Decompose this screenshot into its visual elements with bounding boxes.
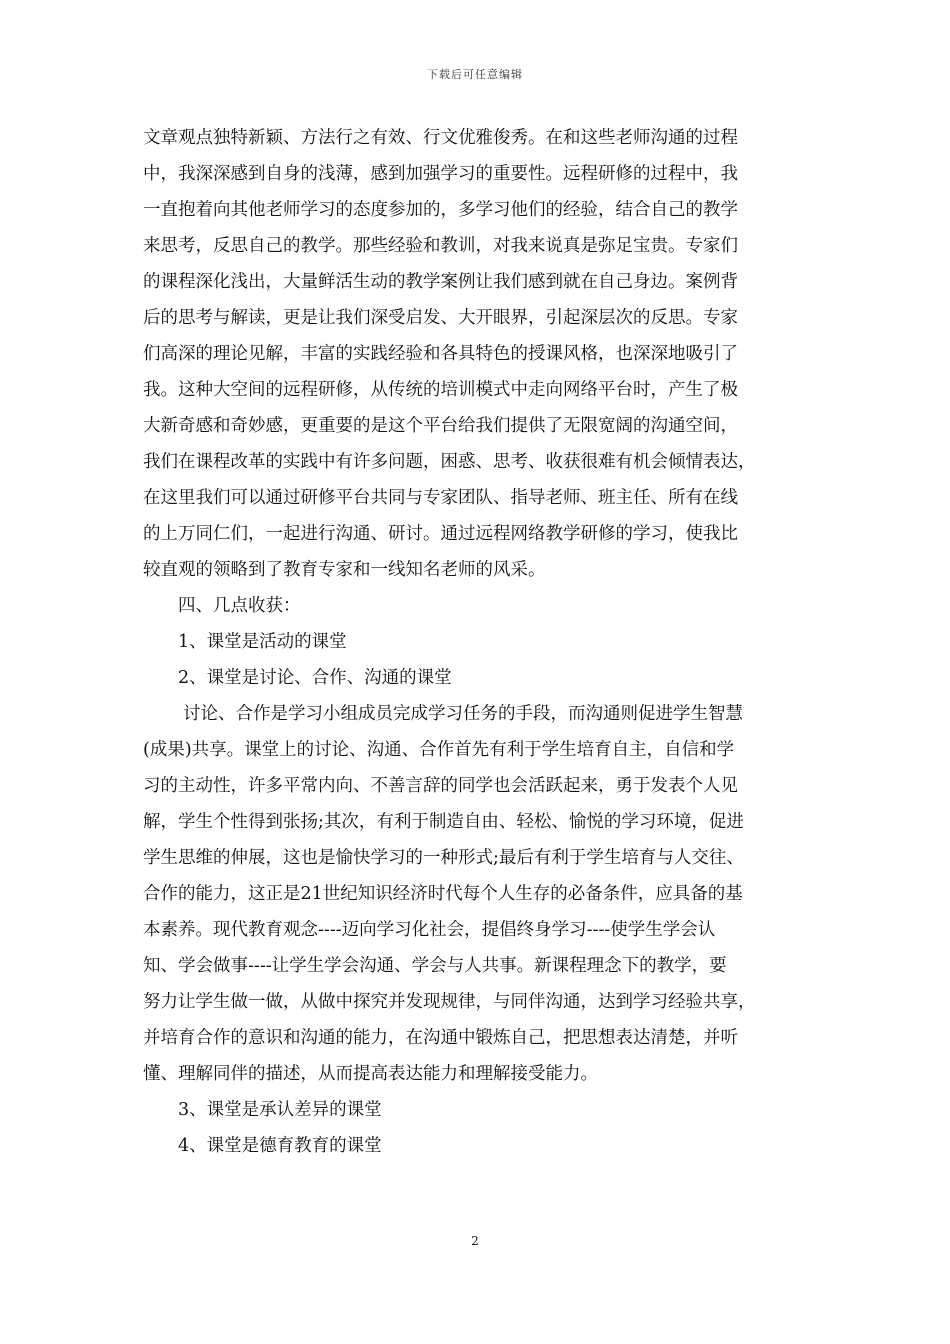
paragraph-line: 中，我深深感到自身的浅薄，感到加强学习的重要性。远程研修的过程中，我 [143, 164, 738, 184]
paragraph-line: 我。这种大空间的远程研修，从传统的培训模式中走向网络平台时，产生了极 [143, 380, 738, 400]
paragraph-line: 并培育合作的意识和沟通的能力，在沟通中锻炼自己，把思想表达清楚，并听 [143, 1028, 738, 1048]
list-item: 2、课堂是讨论、合作、沟通的课堂 [178, 668, 452, 688]
paragraph-line: 的上万同仁们，一起进行沟通、研讨。通过远程网络教学研修的学习，使我比 [143, 524, 738, 544]
paragraph-line: 合作的能力，这正是21世纪知识经济时代每个人生存的必备条件，应具备的基 [143, 884, 743, 904]
paragraph-line: 知、学会做事----让学生学会沟通、学会与人共事。新课程理念下的教学，要 [143, 956, 727, 976]
paragraph-line: 讨论、合作是学习小组成员完成学习任务的手段，而沟通则促进学生智慧 [183, 704, 743, 724]
header-note: 下载后可任意编辑 [427, 68, 523, 81]
paragraph-line: 本素养。现代教育观念----迈向学习化社会，提倡终身学习----使学生学会认 [143, 920, 716, 940]
paragraph-line: 习的主动性，许多平常内向、不善言辞的同学也会活跃起来，勇于发表个人见 [143, 776, 738, 796]
paragraph-line: 的课程深化浅出，大量鲜活生动的教学案例让我们感到就在自己身边。案例背 [143, 272, 738, 292]
paragraph-line: (成果)共享。课堂上的讨论、沟通、合作首先有利于学生培育自主，自信和学 [143, 740, 735, 760]
paragraph-line: 较直观的领略到了教育专家和一线知名老师的风采。 [143, 560, 546, 580]
paragraph-line: 在这里我们可以通过研修平台共同与专家团队、指导老师、班主任、所有在线 [143, 488, 738, 508]
document-body [143, 120, 807, 1164]
list-item: 3、课堂是承认差异的课堂 [178, 1100, 382, 1120]
paragraph-line: 懂、理解同伴的描述，从而提高表达能力和理解接受能力。 [143, 1064, 598, 1084]
paragraph-line: 我们在课程改革的实践中有许多问题，困惑、思考、收获很难有机会倾情表达， [143, 452, 756, 472]
paragraph-line: 解，学生个性得到张扬;其次，有利于制造自由、轻松、愉悦的学习环境，促进 [143, 812, 744, 832]
paragraph-line: 们高深的理论见解，丰富的实践经验和各具特色的授课风格，也深深地吸引了 [143, 344, 738, 364]
section-heading: 四、几点收获： [178, 596, 301, 616]
paragraph-line: 努力让学生做一做，从做中探究并发现规律，与同伴沟通，达到学习经验共享， [143, 992, 756, 1012]
paragraph-line: 文章观点独特新颖、方法行之有效、行文优雅俊秀。在和这些老师沟通的过程 [143, 128, 738, 148]
paragraph-line: 大新奇感和奇妙感，更重要的是这个平台给我们提供了无限宽阔的沟通空间， [143, 416, 738, 436]
paragraph-line: 学生思维的伸展，这也是愉快学习的一种形式;最后有利于学生培育与人交往、 [143, 848, 744, 868]
list-item: 1、课堂是活动的课堂 [178, 632, 347, 652]
list-item: 4、课堂是德育教育的课堂 [178, 1136, 382, 1156]
paragraph-line: 后的思考与解读，更是让我们深受启发、大开眼界，引起深层次的反思。专家 [143, 308, 738, 328]
page-number: 2 [471, 1234, 479, 1248]
paragraph-line: 一直抱着向其他老师学习的态度参加的，多学习他们的经验，结合自己的教学 [143, 200, 738, 220]
paragraph-line: 来思考，反思自己的教学。那些经验和教训，对我来说真是弥足宝贵。专家们 [143, 236, 738, 256]
